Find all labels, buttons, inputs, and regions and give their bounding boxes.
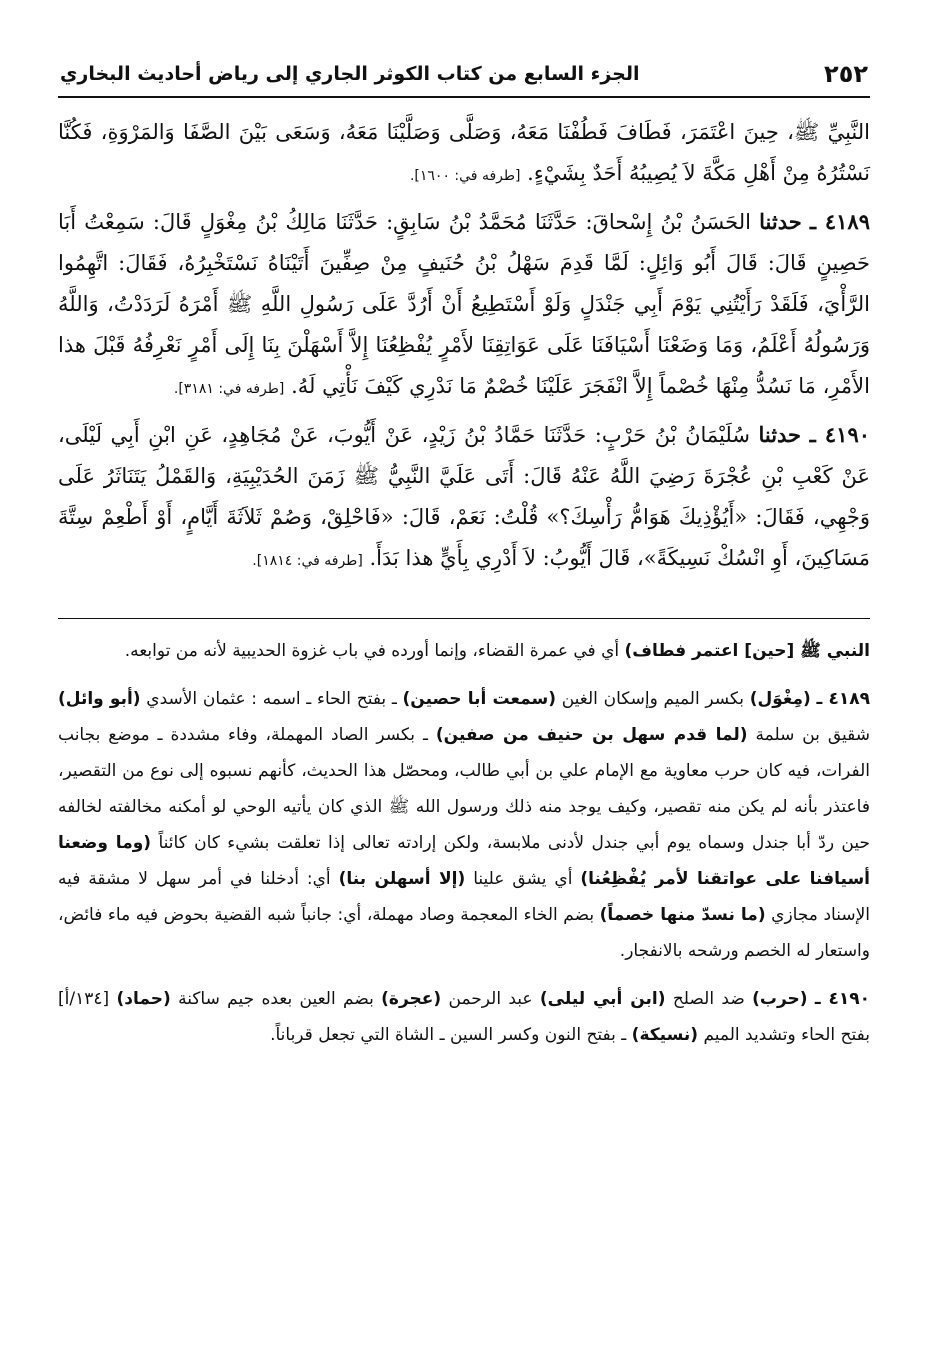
- hadith-text: الحَسَنُ بْنُ إِسْحاقَ: حَدَّثَنَا مُحَمَّدُ بْنُ سَابِقٍ: حَدَّثَنَا مَالِكُ بْنُ مِغْوَلٍ قَالَ: سَمِعْتُ أَبَا حَصِينٍ قَالَ: قَالَ أَبُو وَائِلٍ: لَمَّا قَدِمَ سَهْلُ بْنُ حُنَيفٍ مِنْ صِفِّينَ أَتَيْنَاهُ نَسْتَخْبِرُهُ، فَقَالَ: اتَّهِمُوا الرَّأْيَ، فَلَقَدْ رَأَيْتُنِي يَوْمَ أَبِي جَنْدَلٍ وَلَوْ أَسْتَطِيعُ أَنْ أَرُدَّ عَلَى رَسُولِ اللَّهِ ﷺ أَمْرَهُ لَرَدَدْتُ، وَاللَّهُ وَرَسُولُهُ أَعْلَمُ، وَمَا وَضَعْنَا أَسْيَافَنَا عَلَى عَوَاتِقِنَا لأَمْرٍ يُفْظِعُنَا إِلاَّ أَسْهَلْنَ بِنَا إِلَى أَمْرٍ نَعْرِفُهُ قَبْلَ هذا الأَمْرِ، مَا نَسُدُّ مِنْهَا خُصْماً إِلاَّ انْفَجَرَ عَلَيْنَا خُصْمٌ مَا نَدْرِي كَيْفَ نَأْتِي لَهُ.: [58, 210, 870, 398]
- commentary-paragraph-4190: [58, 981, 870, 1053]
- commentary-paragraph-4189: [58, 681, 870, 969]
- hadith-text: سُلَيْمَانُ بْنُ حَرْبٍ: حَدَّثَنَا حَمَّادُ بْنُ زَيْدٍ، عَنْ أَيُّوبَ، عَنْ مُجَاهِدٍ، عَنِ ابْنِ أَبِي لَيْلَى، عَنْ كَعْبِ بْنِ عُجْرَةَ رَضِيَ اللَّهُ عَنْهُ قَالَ: أَتَى عَلَيَّ النَّبِيُّ ﷺ زَمَنَ الحُدَيْبِيَةِ، وَالقَمْلُ يَتَنَاثَرُ عَلَى وَجْهِي، فَقَالَ: «أَيُؤْذِيكَ هَوَامُّ رَأْسِكَ؟» قُلْتُ: نَعَمْ، قَالَ: «فَاحْلِقْ، وَصُمْ ثَلاَثَةَ أَيَّامٍ، أَوْ أَطْعِمْ سِتَّةَ مَسَاكِينَ، أَوِ انْسُكْ نَسِيكَةً»، قَالَ أَيُّوبُ: لاَ أَدْرِي بِأَيٍّ هذا بَدَأَ.: [58, 423, 870, 570]
- commentary-text: بكسر الميم وإسكان الغين: [561, 689, 745, 709]
- hadith-4189: [58, 201, 870, 410]
- commentary-keyword: (مِغْوَل): [749, 689, 811, 709]
- page-number: ٢٥٢: [824, 60, 868, 88]
- hadith-text: النَّبِيِّ ﷺ، حِينَ اعْتَمَرَ، فَطَافَ فَطُفْنَا مَعَهُ، وَصَلَّى وَصَلَّيْنَا مَعَهُ، وَسَعَى بَيْنَ الصَّفَا وَالمَرْوَةِ، فَكُنَّا نَسْتُرُهُ مِنْ أَهْلِ مَكَّةَ لاَ يُصِيبُهُ أَحَدٌ بِشَيْءٍ.: [58, 120, 870, 185]
- hadith-number: ٤١٨٩ ـ: [809, 209, 870, 234]
- commentary-keyword: (حرب): [752, 989, 808, 1009]
- commentary-text: ـ بكسر الصاد المهملة، وفاء مشددة ـ موضع بجانب الفرات، فيه كان حرب معاوية مع الإمام علي بن أبي طالب، ومحصّل هذا الحديث، كأنهم نسبوه إلى نوع من التقصير، فاعتذر بأنه لم يكن منه تقصير، وكيف يوجد منه ذلك ورسول الله ﷺ الذي كان يأتيه الوحي لو أمكنه مخالفته لخالفه حين ردّ أبا جندل وسماه يوم أبي جندل لأدنى ملابسة، ولكن إرادته تعالى إذا تعلقت بشيء كان كائناً: [58, 725, 871, 853]
- commentary-number: ٤١٨٩ ـ: [816, 689, 871, 709]
- running-title: الجزء السابع من كتاب الكوثر الجاري إلى رياض أحاديث البخاري: [60, 63, 640, 85]
- commentary-keyword: (أبو وائل): [58, 689, 141, 709]
- commentary-keyword: (ابن أبي ليلى): [539, 989, 666, 1009]
- commentary-keyword: (لما قدم سهل بن حنيف من صفين): [435, 725, 748, 745]
- commentary-text: بضم العين بعده جيم ساكنة: [178, 989, 374, 1009]
- commentary-text: شقيق بن سلمة: [755, 725, 870, 745]
- commentary-keyword: (إلا أسهلن بنا): [338, 869, 466, 889]
- section-divider: [58, 618, 870, 619]
- commentary-keyword: (عجرة): [381, 989, 442, 1009]
- commentary-text: أي: أدخلنا في أمر سهل لا مشقة فيه الإسناد مجازي: [58, 869, 870, 925]
- page-header: [58, 52, 870, 98]
- hadith-number: ٤١٩٠ ـ: [809, 422, 871, 447]
- commentary-keyword: النبي ﷺ [حين] اعتمر فطاف): [624, 641, 870, 661]
- cross-reference: [طرفه في: ١٨١٤].: [252, 553, 363, 569]
- cross-reference: [طرفه في: ٣١٨١].: [173, 381, 285, 397]
- commentary-section: [58, 633, 870, 1053]
- commentary-text: أي في عمرة القضاء، وإنما أورده في باب غزوة الحديبية لأنه من توابعه.: [124, 641, 620, 661]
- commentary-keyword: (وما وضعنا أسيافنا على عواتقنا لأمر يُفْظِعُنا): [58, 833, 870, 889]
- commentary-paragraph: [58, 633, 870, 669]
- commentary-keyword: (نسيكة): [631, 1025, 699, 1045]
- commentary-keyword: (حماد): [116, 989, 171, 1009]
- commentary-text: أي يشق علينا: [473, 869, 573, 889]
- commentary-keyword: (سمعت أبا حصين): [402, 689, 557, 709]
- hadith-section: [58, 112, 870, 582]
- hadith-continuation: [58, 112, 870, 197]
- hadith-lead-word: حدثنا: [758, 422, 802, 447]
- commentary-text: ـ بفتح النون وكسر السين ـ الشاة التي تجعل قرباناً.: [270, 1025, 627, 1045]
- commentary-text: ـ بفتح الحاء ـ اسمه : عثمان الأسدي: [146, 689, 397, 709]
- book-page: [58, 52, 870, 1053]
- commentary-text: ضد الصلح: [672, 989, 745, 1009]
- commentary-text: بضم الخاء المعجمة وصاد مهملة، أي: جانباً شبه القضية بحوض فيه ماء فائض، واستعار له الخصم ورشحه بالانفجار.: [58, 905, 870, 961]
- commentary-text: عبد الرحمن: [448, 989, 533, 1009]
- commentary-keyword: (ما نسدّ منها خصماً): [599, 905, 766, 925]
- hadith-lead-word: حدثنا: [759, 209, 802, 234]
- hadith-4190: [58, 414, 870, 582]
- commentary-text: [١٣٤/أ] بفتح الحاء وتشديد الميم: [58, 989, 870, 1045]
- commentary-number: ٤١٩٠ ـ: [814, 989, 871, 1009]
- cross-reference: [طرفه في: ١٦٠٠].: [409, 168, 521, 184]
